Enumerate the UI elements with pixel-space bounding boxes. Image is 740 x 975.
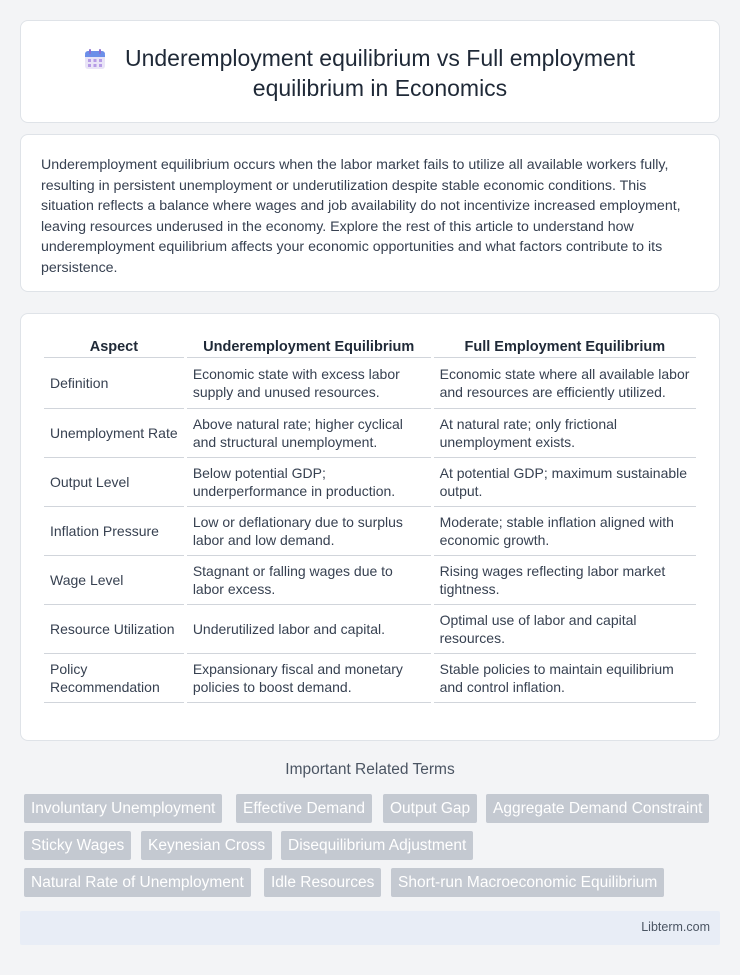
table-row bbox=[44, 605, 696, 654]
table-row bbox=[44, 556, 696, 605]
title-card bbox=[20, 20, 720, 123]
row-underemployment: Below potential GDP; underperformance in production. bbox=[187, 458, 431, 507]
table-row bbox=[44, 409, 696, 458]
header-full-employment: Full Employment Equilibrium bbox=[434, 334, 696, 358]
row-full-employment: Economic state where all available labor and resources are efficiently utilized. bbox=[434, 358, 696, 409]
row-aspect: Policy Recommendation bbox=[44, 654, 184, 703]
comparison-card bbox=[20, 313, 720, 741]
intro-card bbox=[20, 134, 720, 292]
row-aspect: Inflation Pressure bbox=[44, 507, 184, 556]
row-underemployment: Expansionary fiscal and monetary policies to boost demand. bbox=[187, 654, 431, 703]
row-aspect: Resource Utilization bbox=[44, 605, 184, 654]
table-row bbox=[44, 654, 696, 703]
intro-paragraph: Underemployment equilibrium occurs when the labor market fails to utilize all available workers fully, resulting in persistent unemployment or underutilization despite stable economic conditions. This situation reflects a balance where wages and job availability do not incentivize increased employment, leaving resources underused in the economy. Explore the rest of this article to understand how underemployment equilibrium affects your economic opportunities and what factors contribute to its persistence. bbox=[41, 157, 681, 276]
row-full-employment: At natural rate; only frictional unemployment exists. bbox=[434, 409, 696, 458]
page-title: Underemployment equilibrium vs Full employment equilibrium in Economics bbox=[124, 45, 636, 101]
row-full-employment: Stable policies to maintain equilibrium and control inflation. bbox=[434, 654, 696, 703]
table-row bbox=[44, 507, 696, 556]
table-row bbox=[44, 358, 696, 409]
header-aspect: Aspect bbox=[44, 334, 184, 358]
related-term-tag[interactable]: Keynesian Cross bbox=[141, 831, 272, 860]
related-terms-title: Important Related Terms bbox=[285, 761, 455, 778]
row-underemployment: Underutilized labor and capital. bbox=[187, 605, 431, 654]
row-full-employment: Rising wages reflecting labor market tightness. bbox=[434, 556, 696, 605]
related-term-tag[interactable]: Output Gap bbox=[383, 794, 477, 823]
related-term-tag[interactable]: Aggregate Demand Constraint bbox=[486, 794, 709, 823]
related-term-tag[interactable]: Idle Resources bbox=[264, 868, 381, 897]
row-underemployment: Low or deflationary due to surplus labor and low demand. bbox=[187, 507, 431, 556]
comparison-table bbox=[41, 334, 699, 703]
related-term-tag[interactable]: Sticky Wages bbox=[24, 831, 131, 860]
header-underemployment: Underemployment Equilibrium bbox=[187, 334, 431, 358]
related-term-tag[interactable]: Short-run Macroeconomic Equilibrium bbox=[391, 868, 664, 897]
row-full-employment: Optimal use of labor and capital resources. bbox=[434, 605, 696, 654]
table-row bbox=[44, 458, 696, 507]
row-underemployment: Stagnant or falling wages due to labor excess. bbox=[187, 556, 431, 605]
related-term-tag[interactable]: Involuntary Unemployment bbox=[24, 794, 222, 823]
related-term-tag[interactable]: Effective Demand bbox=[236, 794, 372, 823]
row-underemployment: Economic state with excess labor supply and unused resources. bbox=[187, 358, 431, 409]
row-aspect: Wage Level bbox=[44, 556, 184, 605]
related-term-tag[interactable]: Natural Rate of Unemployment bbox=[24, 868, 251, 897]
row-full-employment: Moderate; stable inflation aligned with economic growth. bbox=[434, 507, 696, 556]
footer bbox=[20, 911, 720, 945]
related-term-tag[interactable]: Disequilibrium Adjustment bbox=[281, 831, 473, 860]
row-underemployment: Above natural rate; higher cyclical and structural unemployment. bbox=[187, 409, 431, 458]
table-header-row bbox=[44, 334, 696, 358]
footer-site-link[interactable]: Libterm.com bbox=[641, 920, 710, 934]
row-aspect: Output Level bbox=[44, 458, 184, 507]
row-aspect: Definition bbox=[44, 358, 184, 409]
row-aspect: Unemployment Rate bbox=[44, 409, 184, 458]
row-full-employment: At potential GDP; maximum sustainable output. bbox=[434, 458, 696, 507]
